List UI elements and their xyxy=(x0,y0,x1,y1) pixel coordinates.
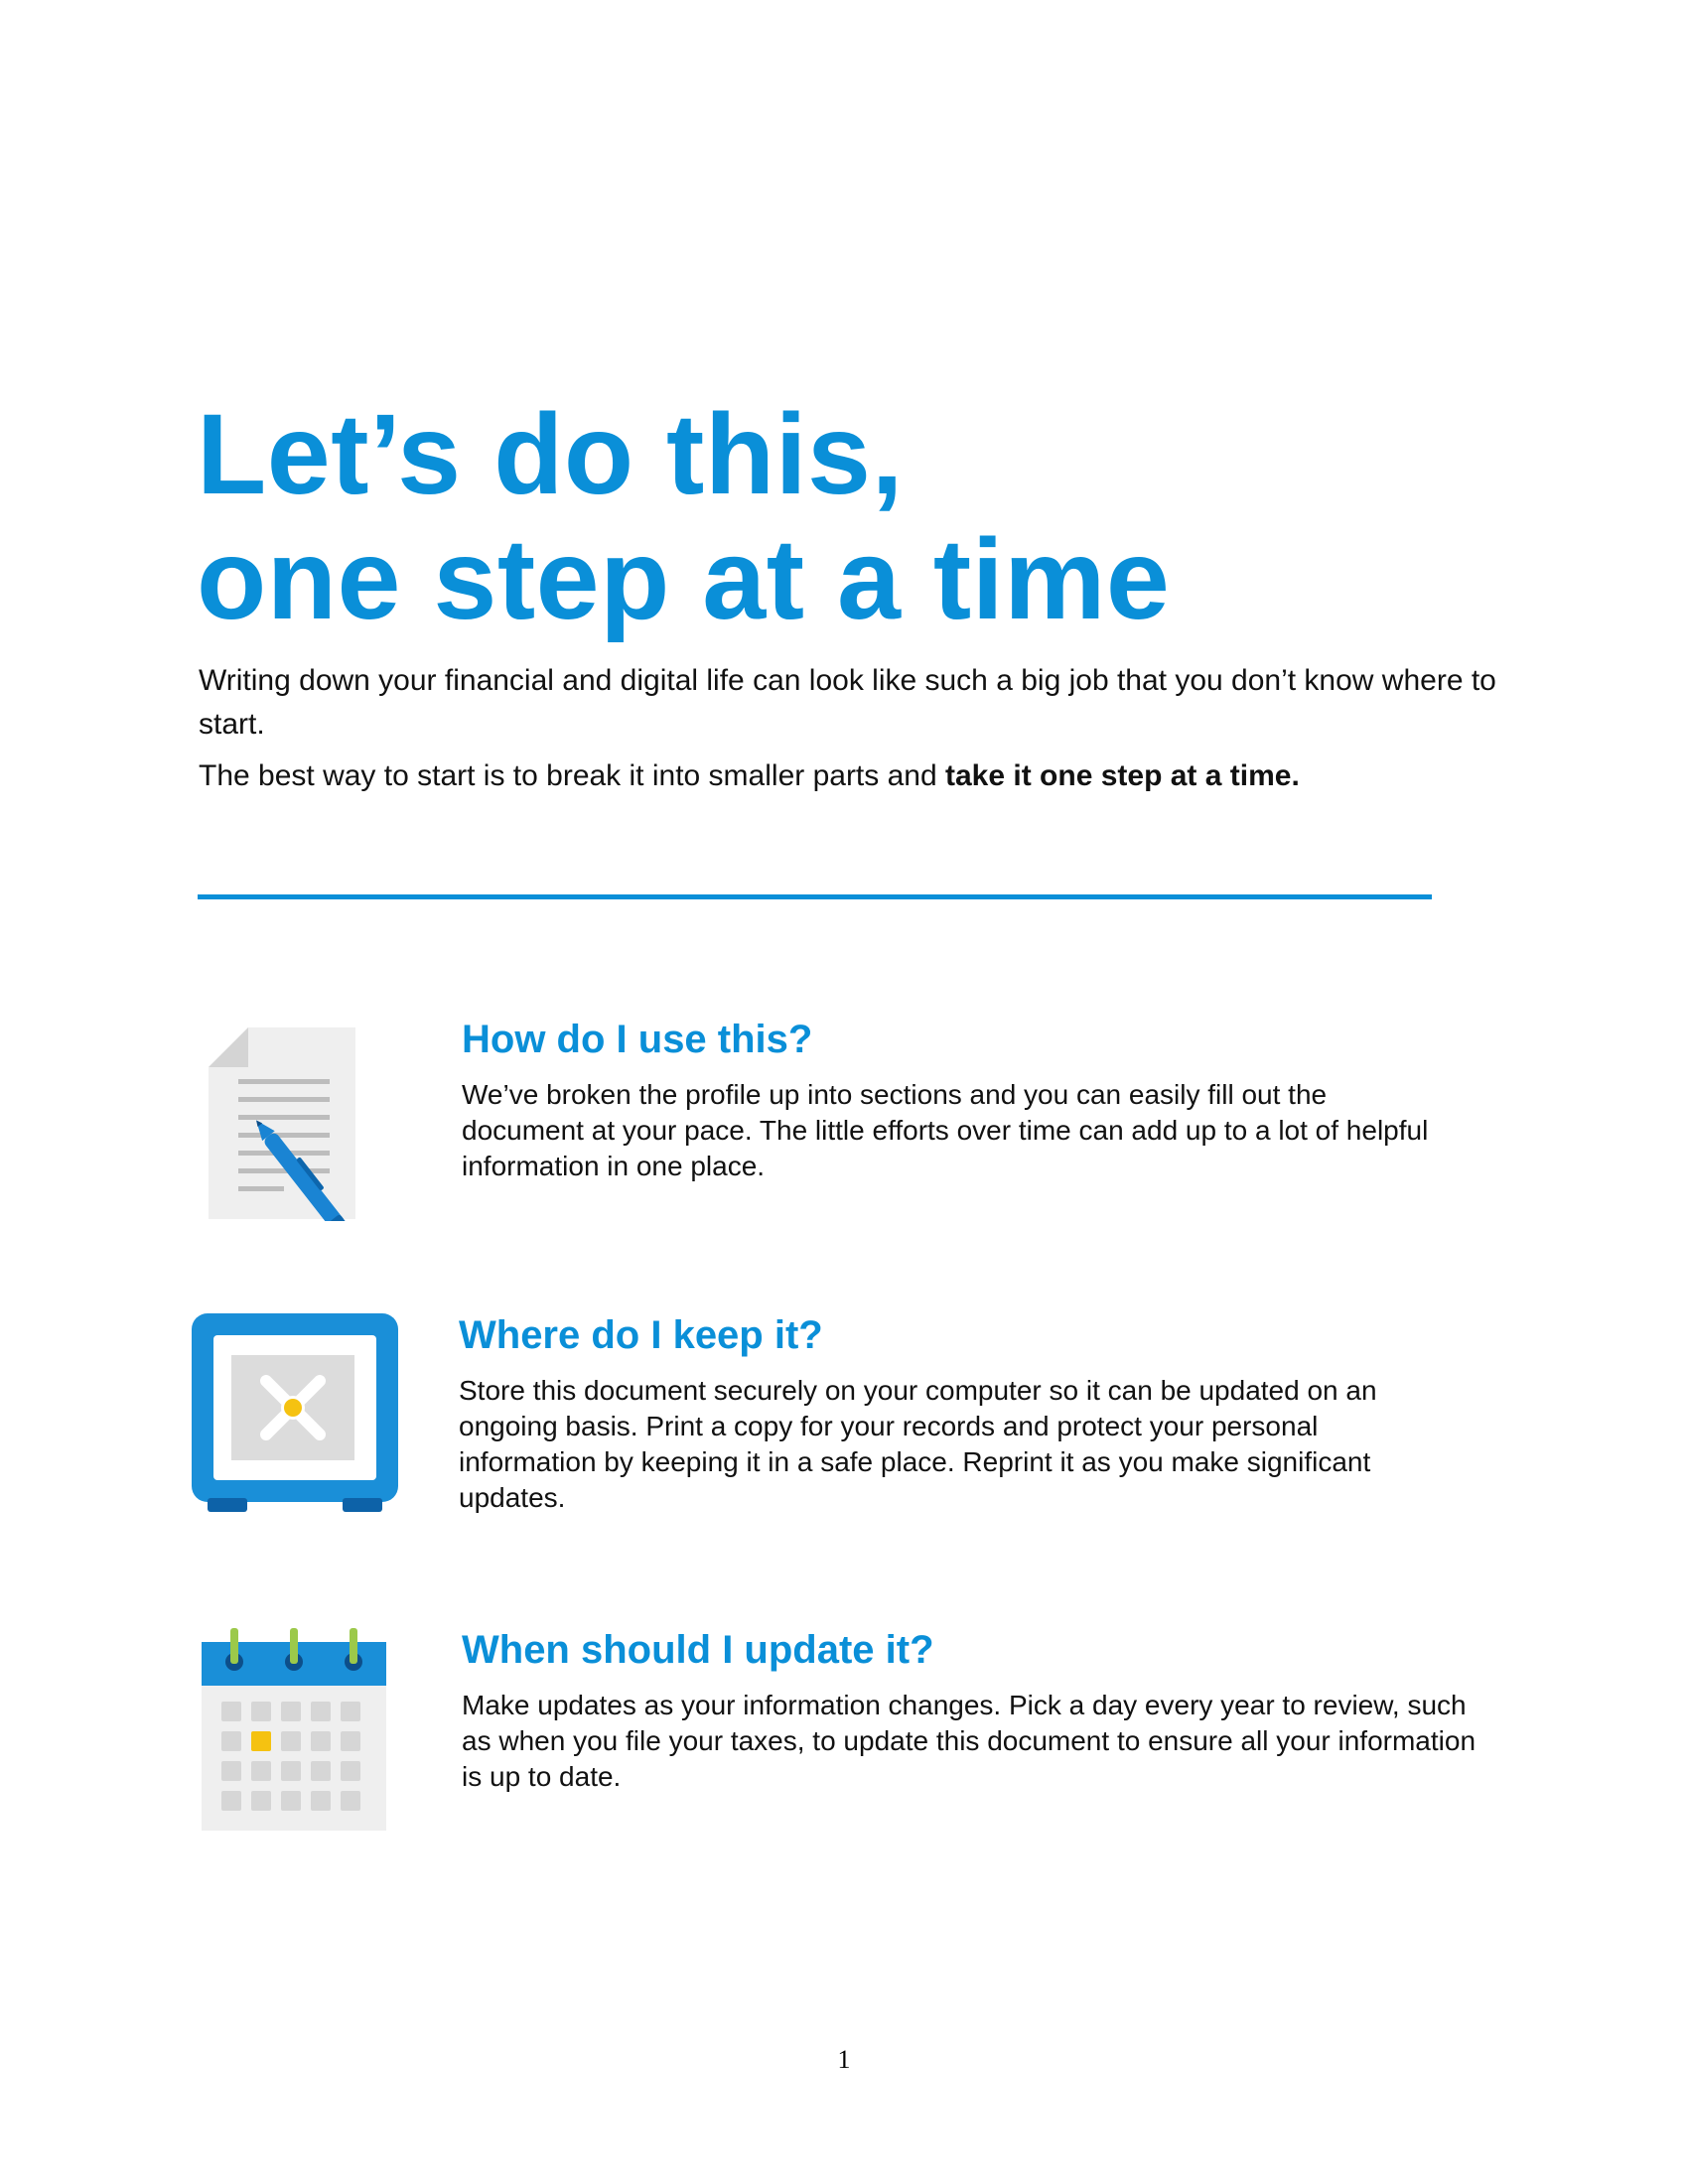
intro-paragraph-2-bold: take it one step at a time. xyxy=(945,759,1300,792)
section-heading: When should I update it? xyxy=(462,1628,934,1672)
section-divider xyxy=(198,894,1432,899)
page-number: 1 xyxy=(837,2045,851,2074)
intro-paragraph-2-text: The best way to start is to break it into smaller parts and xyxy=(199,759,945,792)
page-title-line-2: one step at a time xyxy=(197,516,1171,643)
page-title xyxy=(197,392,1170,642)
safe-icon xyxy=(192,1313,400,1512)
document-pen-icon xyxy=(207,1018,410,1221)
calendar-icon xyxy=(202,1628,390,1832)
section-body: Make updates as your information changes. Pick a day every year to review, such as when you file your taxes, to update this document to ensure all your information is up to date. xyxy=(462,1690,1477,1792)
section-body: We’ve broken the profile up into sections and you can easily fill out the document at your pace. The little efforts over time can add up to a lot of helpful information in one place. xyxy=(462,1079,1429,1181)
intro-paragraph-2 xyxy=(199,754,1529,798)
section-body: Store this document securely on your computer so it can be updated on an ongoing basis. Print a copy for your records and protect your personal information by keeping it in a safe place. Reprint it as you make significant updates. xyxy=(459,1375,1377,1513)
section-heading: How do I use this? xyxy=(462,1018,813,1061)
section-heading: Where do I keep it? xyxy=(459,1313,823,1357)
intro-paragraph-1: Writing down your financial and digital life can look like such a big job that you don’t know where to start. xyxy=(199,664,1496,741)
page-title-line-1: Let’s do this, xyxy=(197,391,904,518)
intro xyxy=(199,659,1529,798)
